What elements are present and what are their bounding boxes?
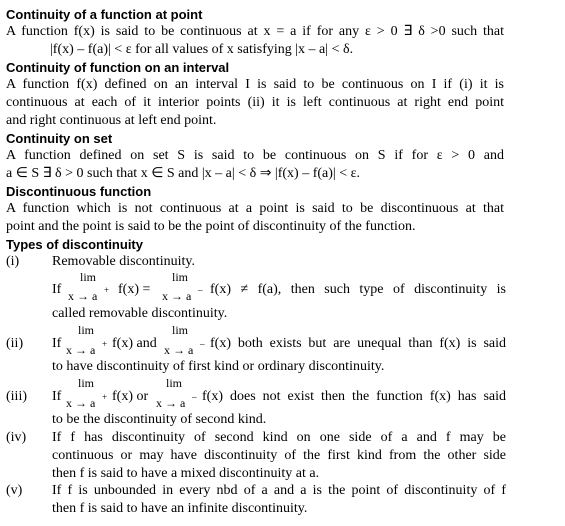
if-label: If — [52, 336, 62, 351]
heading-continuity-at-point: Continuity of a function at point — [6, 7, 203, 22]
paragraph-line: called removable discontinuity. — [52, 306, 228, 321]
list-item-title: Removable discontinuity. — [52, 254, 195, 269]
formula-text: f(x) both exists but are unequal than f(x) is said — [210, 336, 506, 351]
paragraph-line: A function f(x) defined on an interval I is said to be continuous on I if (i) it is — [6, 77, 504, 92]
paragraph-line: a ∈ S ∃ δ > 0 such that x ∈ S and |x – a| < δ ⇒ |f(x) – f(a)| < ε. — [6, 166, 360, 181]
limit-superscript: + — [102, 339, 108, 349]
paragraph-line: point and the point is said to be the point of discontinuity of the function. — [6, 219, 416, 234]
limit-subscript: x → a — [66, 343, 96, 357]
paragraph-line: A function defined on set S is said to be continuous on S if for ε > 0 and — [6, 148, 504, 163]
lim-label: lim — [78, 323, 95, 337]
paragraph-line: to have discontinuity of first kind or ordinary discontinuity. — [52, 359, 385, 374]
limit-superscript: – — [192, 392, 197, 402]
paragraph-line: to be the discontinuity of second kind. — [52, 412, 267, 427]
formula-text: f(x) = — [118, 282, 151, 297]
limit-subscript: x → a — [164, 343, 194, 357]
heading-continuity-on-set: Continuity on set — [6, 131, 113, 146]
limit-subscript: x → a — [66, 396, 96, 410]
limit-subscript: x → a — [162, 289, 192, 303]
paragraph-line: |f(x) – f(a)| < ε for all values of x satisfying |x – a| < δ. — [50, 42, 354, 57]
formula-text: f(x) ≠ f(a), then such type of discontinuity is — [210, 282, 506, 297]
heading-continuity-on-interval: Continuity of function on an interval — [6, 60, 230, 75]
heading-types-of-discontinuity: Types of discontinuity — [6, 237, 143, 252]
if-label: If — [52, 389, 62, 404]
limit-superscript: + — [102, 392, 108, 402]
if-label: If — [52, 282, 62, 297]
list-number-iv: (iv) — [6, 430, 27, 445]
lim-label: lim — [78, 376, 95, 390]
lim-label: lim — [166, 376, 183, 390]
limit-subscript: x → a — [68, 289, 98, 303]
list-number-v: (v) — [6, 483, 23, 498]
paragraph-line: then f is said to have a mixed discontinuity at a. — [52, 466, 320, 481]
limit-subscript: x → a — [156, 396, 186, 410]
heading-discontinuous-function: Discontinuous function — [6, 184, 152, 199]
limit-superscript: – — [198, 285, 203, 295]
lim-label: lim — [172, 270, 189, 284]
paragraph-line: A function f(x) is said to be continuous at x = a if for any ε > 0 ∃ δ >0 such that — [6, 24, 504, 39]
list-number-ii: (ii) — [6, 336, 24, 351]
paragraph-line: continuous or may have discontinuity of the first kind from the other side — [52, 448, 506, 463]
paragraph-line: If f has discontinuity of second kind on one side of a and f may be — [52, 430, 506, 445]
paragraph-line: A function which is not continuous at a point is said to be discontinuous at that — [6, 201, 504, 216]
paragraph-line: If f is unbounded in every nbd of a and a is the point of discontinuity of f — [52, 483, 506, 498]
list-number-i: (i) — [6, 254, 20, 269]
limit-superscript: + — [104, 285, 110, 295]
paragraph-line: then f is said to have an infinite discontinuity. — [52, 501, 308, 516]
list-number-iii: (iii) — [6, 389, 27, 404]
formula-text: f(x) or — [112, 389, 149, 404]
lim-label: lim — [172, 323, 189, 337]
formula-text: f(x) does not exist then the function f(x) has said — [202, 389, 506, 404]
paragraph-line: continuous at each of it interior points (ii) it is left continuous at right end point — [6, 95, 504, 110]
limit-superscript: – — [200, 339, 205, 349]
formula-text: f(x) and — [112, 336, 157, 351]
lim-label: lim — [80, 270, 97, 284]
paragraph-line: and right continuous at left end point. — [6, 113, 217, 128]
